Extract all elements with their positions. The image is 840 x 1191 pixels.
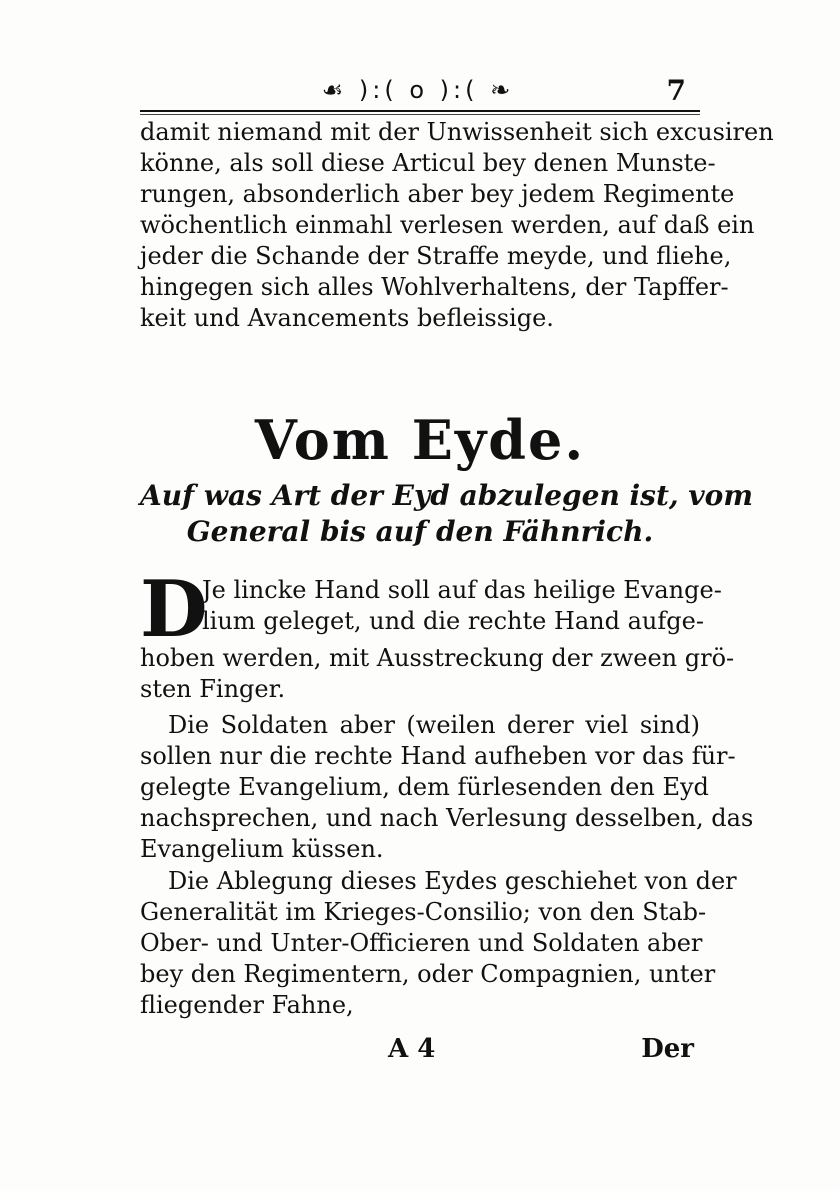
text-line: könne, als soll diese Articul bey denen Munste- [140, 149, 716, 177]
text-line: jeder die Schande der Straffe meyde, und fliehe, [140, 242, 732, 270]
text-line: hoben werden, mit Ausstreckung der zween grö- [140, 644, 735, 672]
text-line: lium geleget, und die rechte Hand aufge- [202, 607, 704, 635]
text-line: fliegender Fahne, [140, 991, 354, 1019]
subtitle-line: General bis auf den Fähnrich. [186, 515, 654, 548]
text-line: Evangelium küssen. [140, 835, 384, 863]
section-title: Vom Eyde. [254, 408, 586, 472]
text-line: gelegte Evangelium, dem fürlesenden den Eyd [140, 773, 709, 801]
page-number: 7 [666, 74, 686, 107]
header-rule [140, 110, 700, 112]
signature-mark: A 4 [388, 1034, 436, 1064]
text-line: wöchentlich einmahl verlesen werden, auf daß ein [140, 211, 755, 239]
text-line: damit niemand mit der Unwissenheit sich excusiren [140, 118, 774, 146]
text-line: Die Soldaten aber (weilen derer viel sind) [168, 711, 700, 739]
page-footer [140, 1034, 700, 1074]
running-head-ornament: ☙ ):( o ):( ❧ [321, 76, 515, 104]
text-line: bey den Regimentern, oder Compagnien, unter [140, 960, 716, 988]
subtitle-line: Auf was Art der Eyd abzulegen ist, vom [140, 479, 753, 512]
drop-cap: D [140, 564, 208, 655]
text-line: sten Finger. [140, 675, 286, 703]
paragraph-1 [140, 564, 735, 705]
text-line: sollen nur die rechte Hand aufheben vor das für- [140, 742, 736, 770]
text-line: Generalität im Krieges-Consilio; von den Stab- [140, 898, 707, 926]
page-header [140, 72, 700, 112]
paragraph-2 [140, 710, 754, 865]
catchword: Der [641, 1034, 694, 1064]
text-line: Je lincke Hand soll auf das heilige Evange- [202, 576, 722, 604]
text-line: nachsprechen, und nach Verlesung desselben, das [140, 804, 754, 832]
section-subtitle [140, 478, 753, 550]
paragraph-3 [140, 866, 737, 1021]
top-paragraph [140, 117, 774, 334]
text-line: Die Ablegung dieses Eydes geschiehet von der [168, 867, 737, 895]
text-line: Ober- und Unter-Officieren und Soldaten aber [140, 929, 703, 957]
header-rule-thin [140, 114, 700, 115]
text-line: rungen, absonderlich aber bey jedem Regimente [140, 180, 735, 208]
text-line: keit und Avancements befleissige. [140, 304, 554, 332]
text-line: hingegen sich alles Wohlverhaltens, der Tapffer- [140, 273, 729, 301]
